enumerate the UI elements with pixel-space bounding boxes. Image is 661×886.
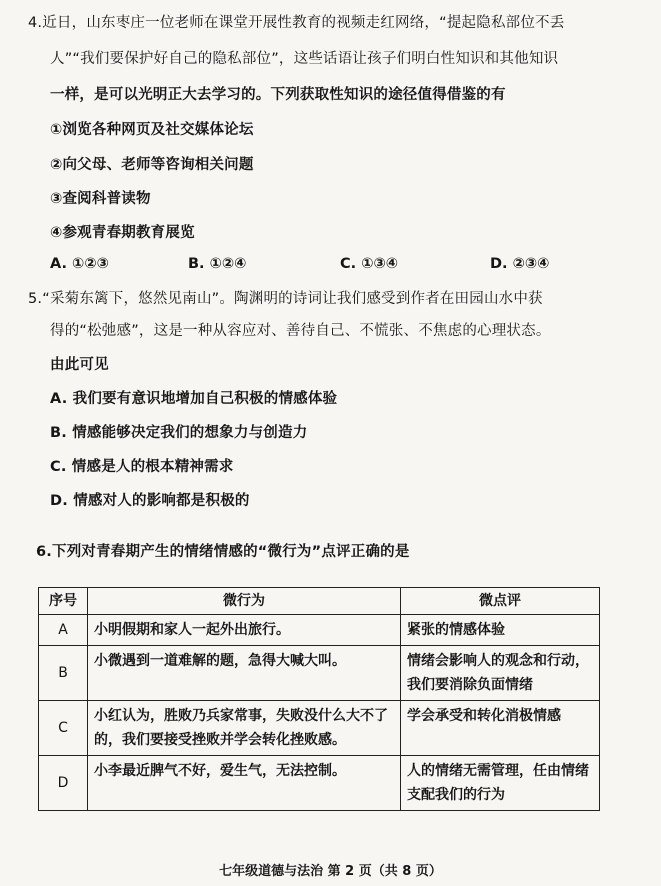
q6-table (38, 587, 600, 811)
row-seq: C (39, 701, 88, 756)
q4-option-d: D. ②③④ (490, 256, 550, 272)
table-header-row (39, 588, 600, 615)
row-cmt: 情绪会影响人的观念和行动，我们要消除负面情绪 (401, 646, 600, 701)
q5-stem-line-2: 得的“松弛感”，这是一种从容应对、善待自己、不慌张、不焦虑的心理状态。 (50, 323, 551, 339)
q5-stem-line-3: 由此可见 (50, 357, 109, 373)
table-row (39, 646, 600, 701)
header-act: 微行为 (88, 588, 401, 615)
table-row (39, 756, 600, 811)
row-seq: D (39, 756, 88, 811)
q5-option-d: D. 情感对人的影响都是积极的 (50, 493, 250, 509)
row-act: 小红认为，胜败乃兵家常事，失败没什么大不了的，我们要接受挫败并学会转化挫败感。 (88, 701, 401, 756)
row-seq: A (39, 615, 88, 646)
table-row (39, 701, 600, 756)
q5-option-c: C. 情感是人的根本精神需求 (50, 459, 234, 475)
q5-option-a: A. 我们要有意识地增加自己积极的情感体验 (50, 391, 338, 407)
q4-item-3: ③查阅科普读物 (50, 191, 151, 207)
row-act: 小明假期和家人一起外出旅行。 (88, 615, 401, 646)
table-row (39, 615, 600, 646)
q5-stem-line-1: 5.“采菊东篱下，悠然见南山”。陶渊明的诗词让我们感受到作者在田园山水中获 (28, 291, 543, 307)
row-cmt: 学会承受和转化消极情感 (401, 701, 600, 756)
q6-question: 6.下列对青春期产生的情绪情感的“微行为”点评正确的是 (36, 544, 410, 560)
q4-option-c: C. ①③④ (340, 256, 399, 272)
page-footer: 七年级道德与法治 第 2 页（共 8 页） (219, 864, 442, 879)
row-act: 小微遇到一道难解的题，急得大喊大叫。 (88, 646, 401, 701)
row-cmt: 紧张的情感体验 (401, 615, 600, 646)
q4-item-4: ④参观青春期教育展览 (50, 225, 195, 241)
header-cmt: 微点评 (401, 588, 600, 615)
q4-option-a: A. ①②③ (50, 256, 109, 272)
q4-stem-line-1: 4.近日，山东枣庄一位老师在课堂开展性教育的视频走红网络，“提起隐私部位不丢 (28, 15, 565, 31)
q4-stem-line-3: 一样，是可以光明正大去学习的。下列获取性知识的途径值得借鉴的有 (50, 87, 506, 103)
q4-option-b: B. ①②④ (188, 256, 247, 272)
header-seq: 序号 (39, 588, 88, 615)
row-act: 小李最近脾气不好，爱生气，无法控制。 (88, 756, 401, 811)
row-seq: B (39, 646, 88, 701)
q4-item-2: ②向父母、老师等咨询相关问题 (50, 157, 254, 173)
row-cmt: 人的情绪无需管理，任由情绪支配我们的行为 (401, 756, 600, 811)
q5-option-b: B. 情感能够决定我们的想象力与创造力 (50, 425, 308, 441)
q4-stem-line-2: 人”“我们要保护好自己的隐私部位”，这些话语让孩子们明白性知识和其他知识 (50, 51, 559, 67)
q4-item-1: ①浏览各种网页及社交媒体论坛 (50, 122, 254, 138)
